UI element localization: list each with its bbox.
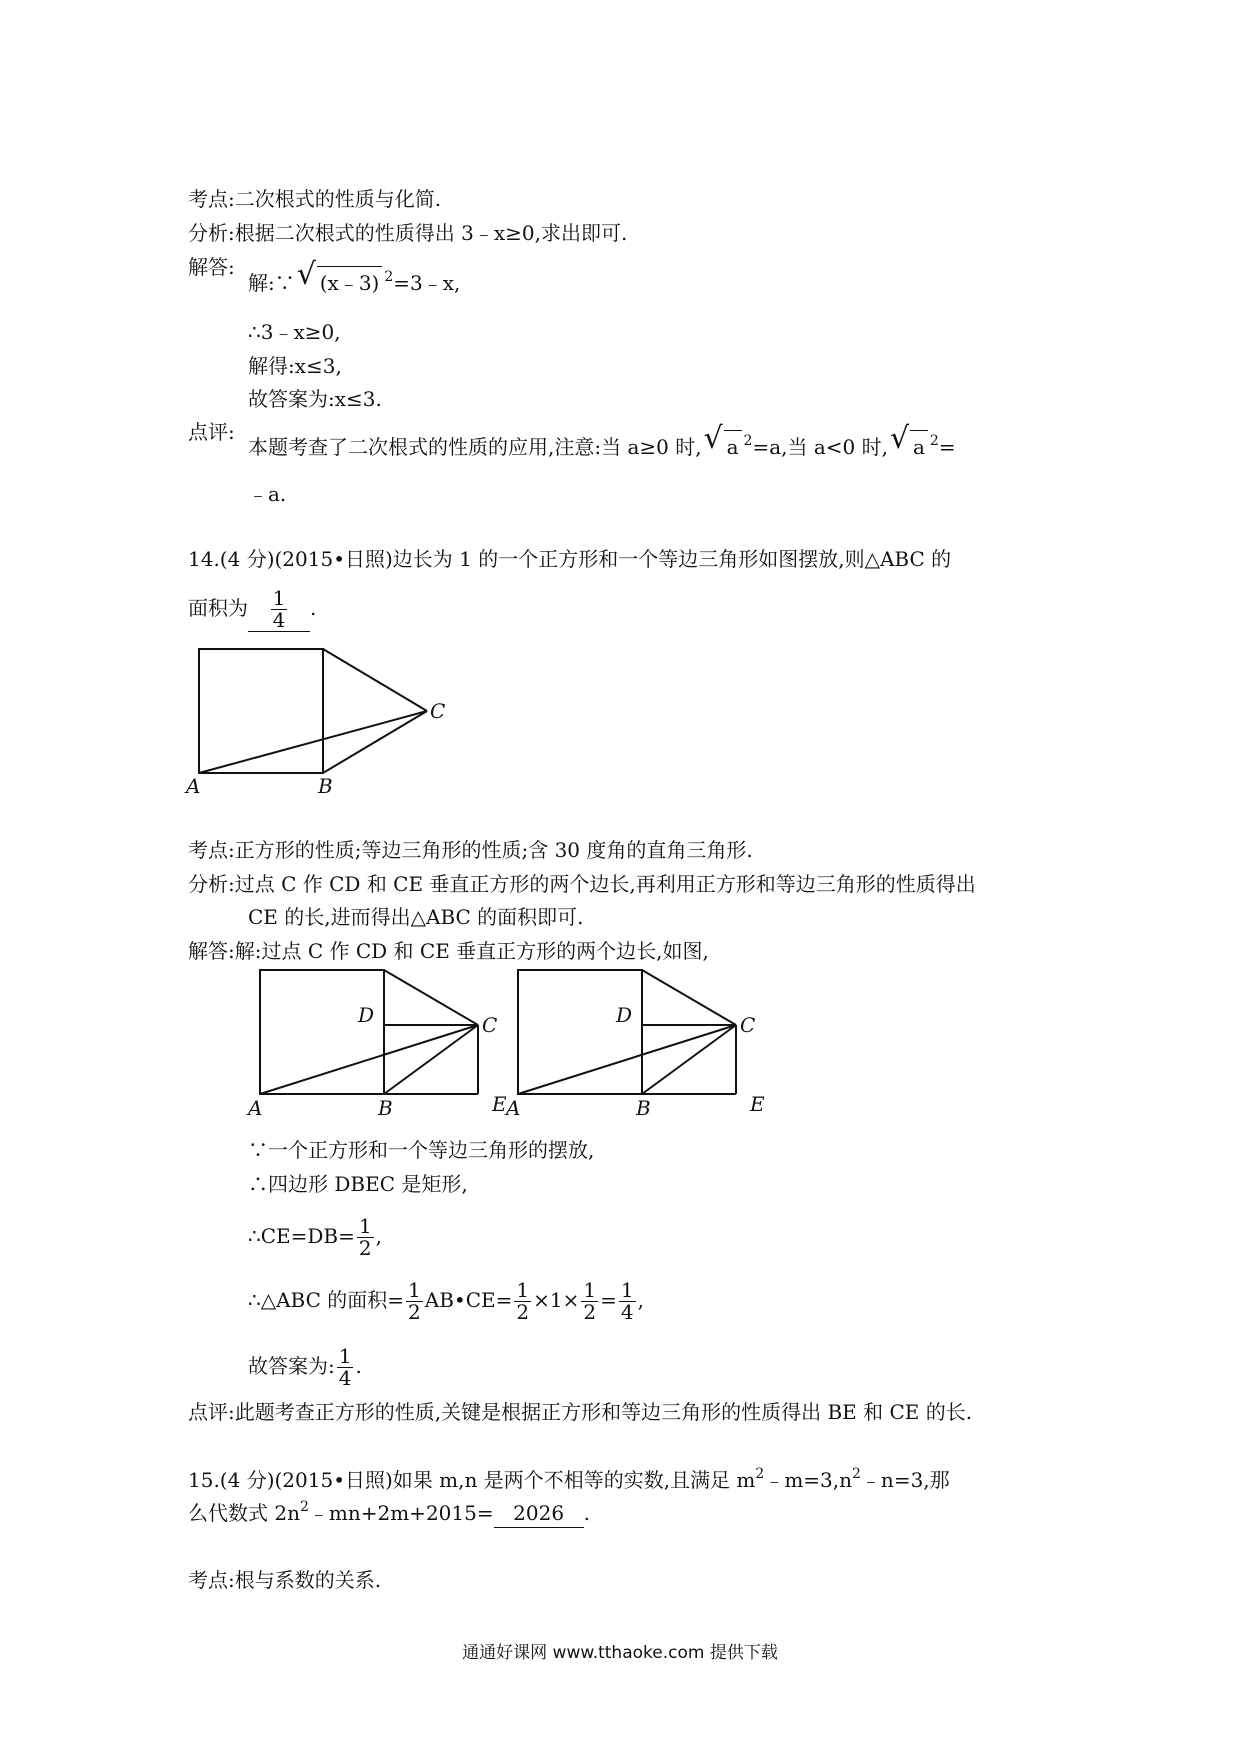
fraction-half	[514, 1280, 531, 1323]
text: ﹣m=3,n	[764, 1468, 853, 1492]
numerator: 1	[408, 1278, 421, 1302]
text: =a,当 a<0 时,	[752, 435, 888, 459]
denominator: 4	[272, 608, 286, 632]
text: 么代数式 2n	[188, 1501, 300, 1525]
triangle-side-bottom	[323, 711, 427, 773]
triangle-side-top	[642, 970, 736, 1025]
q14-step1: ∵一个正方形和一个等边三角形的摆放,	[248, 1138, 595, 1162]
triangle-side-top	[323, 649, 427, 711]
text: ×1×	[533, 1288, 580, 1312]
q14-dianping	[188, 1398, 972, 1426]
fraction-half	[581, 1280, 598, 1323]
q15-kaodian	[188, 1566, 381, 1594]
q14-jieda	[188, 937, 709, 965]
text: ﹣mn+2m+2015=	[308, 1501, 494, 1525]
numerator: 1	[583, 1278, 597, 1302]
text: 本题考查了二次根式的性质的应用,注意:当 a≥0 时,	[248, 435, 702, 459]
label: 考点:	[188, 1568, 235, 1592]
text: 根据二次根式的性质得出 3﹣x≥0,求出即可.	[234, 221, 628, 245]
answer-blank: 2026	[494, 1499, 584, 1528]
q13-solution-line	[248, 257, 461, 297]
text: 15.(4 分)(2015•日照)如果 m,n 是两个不相等的实数,且满足 m	[188, 1468, 756, 1492]
answer-blank	[248, 588, 310, 632]
exponent: 2	[743, 433, 753, 449]
numerator: 1	[272, 586, 286, 610]
triangle-side-bottom	[384, 1025, 478, 1094]
radicand: (x﹣3)	[317, 266, 383, 297]
q14-fenxi-line2: CE 的长,进而得出△ABC 的面积即可.	[248, 905, 584, 929]
q13-step1: ∴3﹣x≥0,	[248, 320, 341, 344]
numerator: 1	[516, 1278, 530, 1302]
label: 考点:	[188, 187, 235, 211]
text: .	[355, 1354, 362, 1378]
fraction-half	[357, 1216, 374, 1259]
label-e: E	[492, 1092, 507, 1116]
numerator: 1	[358, 1214, 372, 1238]
text: 此题考查正方形的性质,关键是根据正方形和等边三角形的性质得出 BE 和 CE 的长.	[234, 1400, 973, 1424]
exponent: 2	[384, 269, 394, 285]
sqrt-expression	[296, 257, 383, 297]
text: 解:∵	[248, 271, 295, 295]
radicand: a	[910, 430, 928, 461]
label-b: B	[378, 1096, 393, 1120]
numerator: 1	[338, 1344, 352, 1368]
q13-dianping-line	[248, 421, 956, 461]
page-footer: 通通好课网 www.tthaoke.com 提供下载	[462, 1643, 778, 1663]
fraction-quarter	[337, 1346, 354, 1389]
q14-kaodian	[188, 836, 753, 864]
q14-step2: ∴四边形 DBEC 是矩形,	[248, 1172, 468, 1196]
q14-fenxi	[188, 870, 976, 898]
exponent: 2	[852, 1466, 861, 1482]
text: =	[938, 435, 956, 459]
label-b: B	[318, 774, 333, 798]
label: 点评:	[188, 1400, 235, 1424]
q14-figure	[180, 640, 460, 800]
exponent: 2	[299, 1499, 309, 1515]
sqrt-a-squared	[703, 421, 742, 461]
q13-step3: 故答案为:x≤3.	[248, 387, 382, 411]
radicand: a	[724, 430, 742, 461]
radical-sign: √	[296, 257, 316, 292]
denominator: 4	[338, 1366, 352, 1390]
label-b: B	[636, 1096, 651, 1120]
text: 故答案为:	[248, 1354, 335, 1378]
segment-ac	[518, 1025, 736, 1094]
label-a: A	[248, 1096, 263, 1120]
q15-question-line2	[188, 1499, 590, 1528]
q14-question-line1: 14.(4 分)(2015•日照)边长为 1 的一个正方形和一个等边三角形如图摆放,则△ABC 的	[188, 547, 952, 571]
label-c: C	[740, 1013, 756, 1037]
label: 考点:	[188, 838, 235, 862]
label: 分析:	[188, 221, 235, 245]
q14-step5	[248, 1346, 362, 1389]
text: 解:过点 C 作 CD 和 CE 垂直正方形的两个边长,如图,	[234, 939, 709, 963]
label-a: A	[506, 1096, 521, 1120]
segment-ac	[199, 711, 427, 773]
text: .	[583, 1501, 590, 1525]
q14-step4	[248, 1280, 644, 1323]
q13-jieda-label: 解答:	[188, 255, 235, 279]
label-e: E	[750, 1092, 765, 1116]
label-d: D	[358, 1003, 375, 1027]
q15-question-line1	[188, 1466, 950, 1494]
fraction-half	[406, 1280, 423, 1323]
label: 解答:	[188, 939, 235, 963]
q14-question-line2	[188, 588, 316, 632]
label-d: D	[616, 1003, 633, 1027]
denominator: 2	[516, 1300, 530, 1324]
q13-step2: 解得:x≤3,	[248, 354, 342, 378]
answer-fraction	[271, 588, 288, 631]
text: =	[600, 1288, 617, 1312]
text: 过点 C 作 CD 和 CE 垂直正方形的两个边长,再利用正方形和等边三角形的性质得出	[234, 872, 976, 896]
square	[199, 649, 323, 773]
q13-dianping-label: 点评:	[188, 420, 235, 444]
text: 二次根式的性质与化简.	[234, 187, 442, 211]
diagram-left	[246, 970, 507, 1120]
exponent: 2	[755, 1466, 765, 1482]
triangle-side-bottom	[642, 1025, 736, 1094]
text: ∴△ABC 的面积=	[248, 1288, 405, 1312]
text: ∴CE=DB=	[248, 1224, 355, 1248]
text: ﹣n=3,那	[860, 1468, 950, 1492]
diagram-right	[504, 970, 765, 1120]
numerator: 1	[620, 1278, 634, 1302]
text: AB•CE=	[424, 1288, 513, 1312]
segment-ac	[260, 1025, 478, 1094]
text: .	[310, 596, 317, 620]
q14-solution-figures	[240, 965, 800, 1125]
text: 根与系数的关系.	[234, 1568, 382, 1592]
denominator: 4	[620, 1300, 634, 1324]
exponent: 2	[929, 433, 939, 449]
q13-kaodian	[188, 185, 441, 213]
q13-dianping-line2: ﹣a.	[248, 482, 287, 506]
label: 分析:	[188, 872, 235, 896]
label-a: A	[186, 774, 201, 798]
denominator: 2	[358, 1236, 372, 1260]
radical-sign: √	[703, 421, 723, 456]
label-c: C	[430, 699, 446, 723]
fraction-quarter	[619, 1280, 636, 1323]
denominator: 2	[583, 1300, 597, 1324]
text: 正方形的性质;等边三角形的性质;含 30 度角的直角三角形.	[234, 838, 753, 862]
label-c: C	[482, 1013, 498, 1037]
q13-fenxi	[188, 219, 627, 247]
text: 面积为	[188, 596, 248, 620]
sqrt-a-squared	[889, 421, 928, 461]
text: =3﹣x,	[393, 271, 461, 295]
q14-step3	[248, 1216, 382, 1259]
denominator: 2	[408, 1300, 421, 1324]
text: ,	[375, 1224, 382, 1248]
triangle-side-top	[384, 970, 478, 1025]
radical-sign: √	[889, 421, 910, 456]
text: ,	[637, 1288, 644, 1312]
